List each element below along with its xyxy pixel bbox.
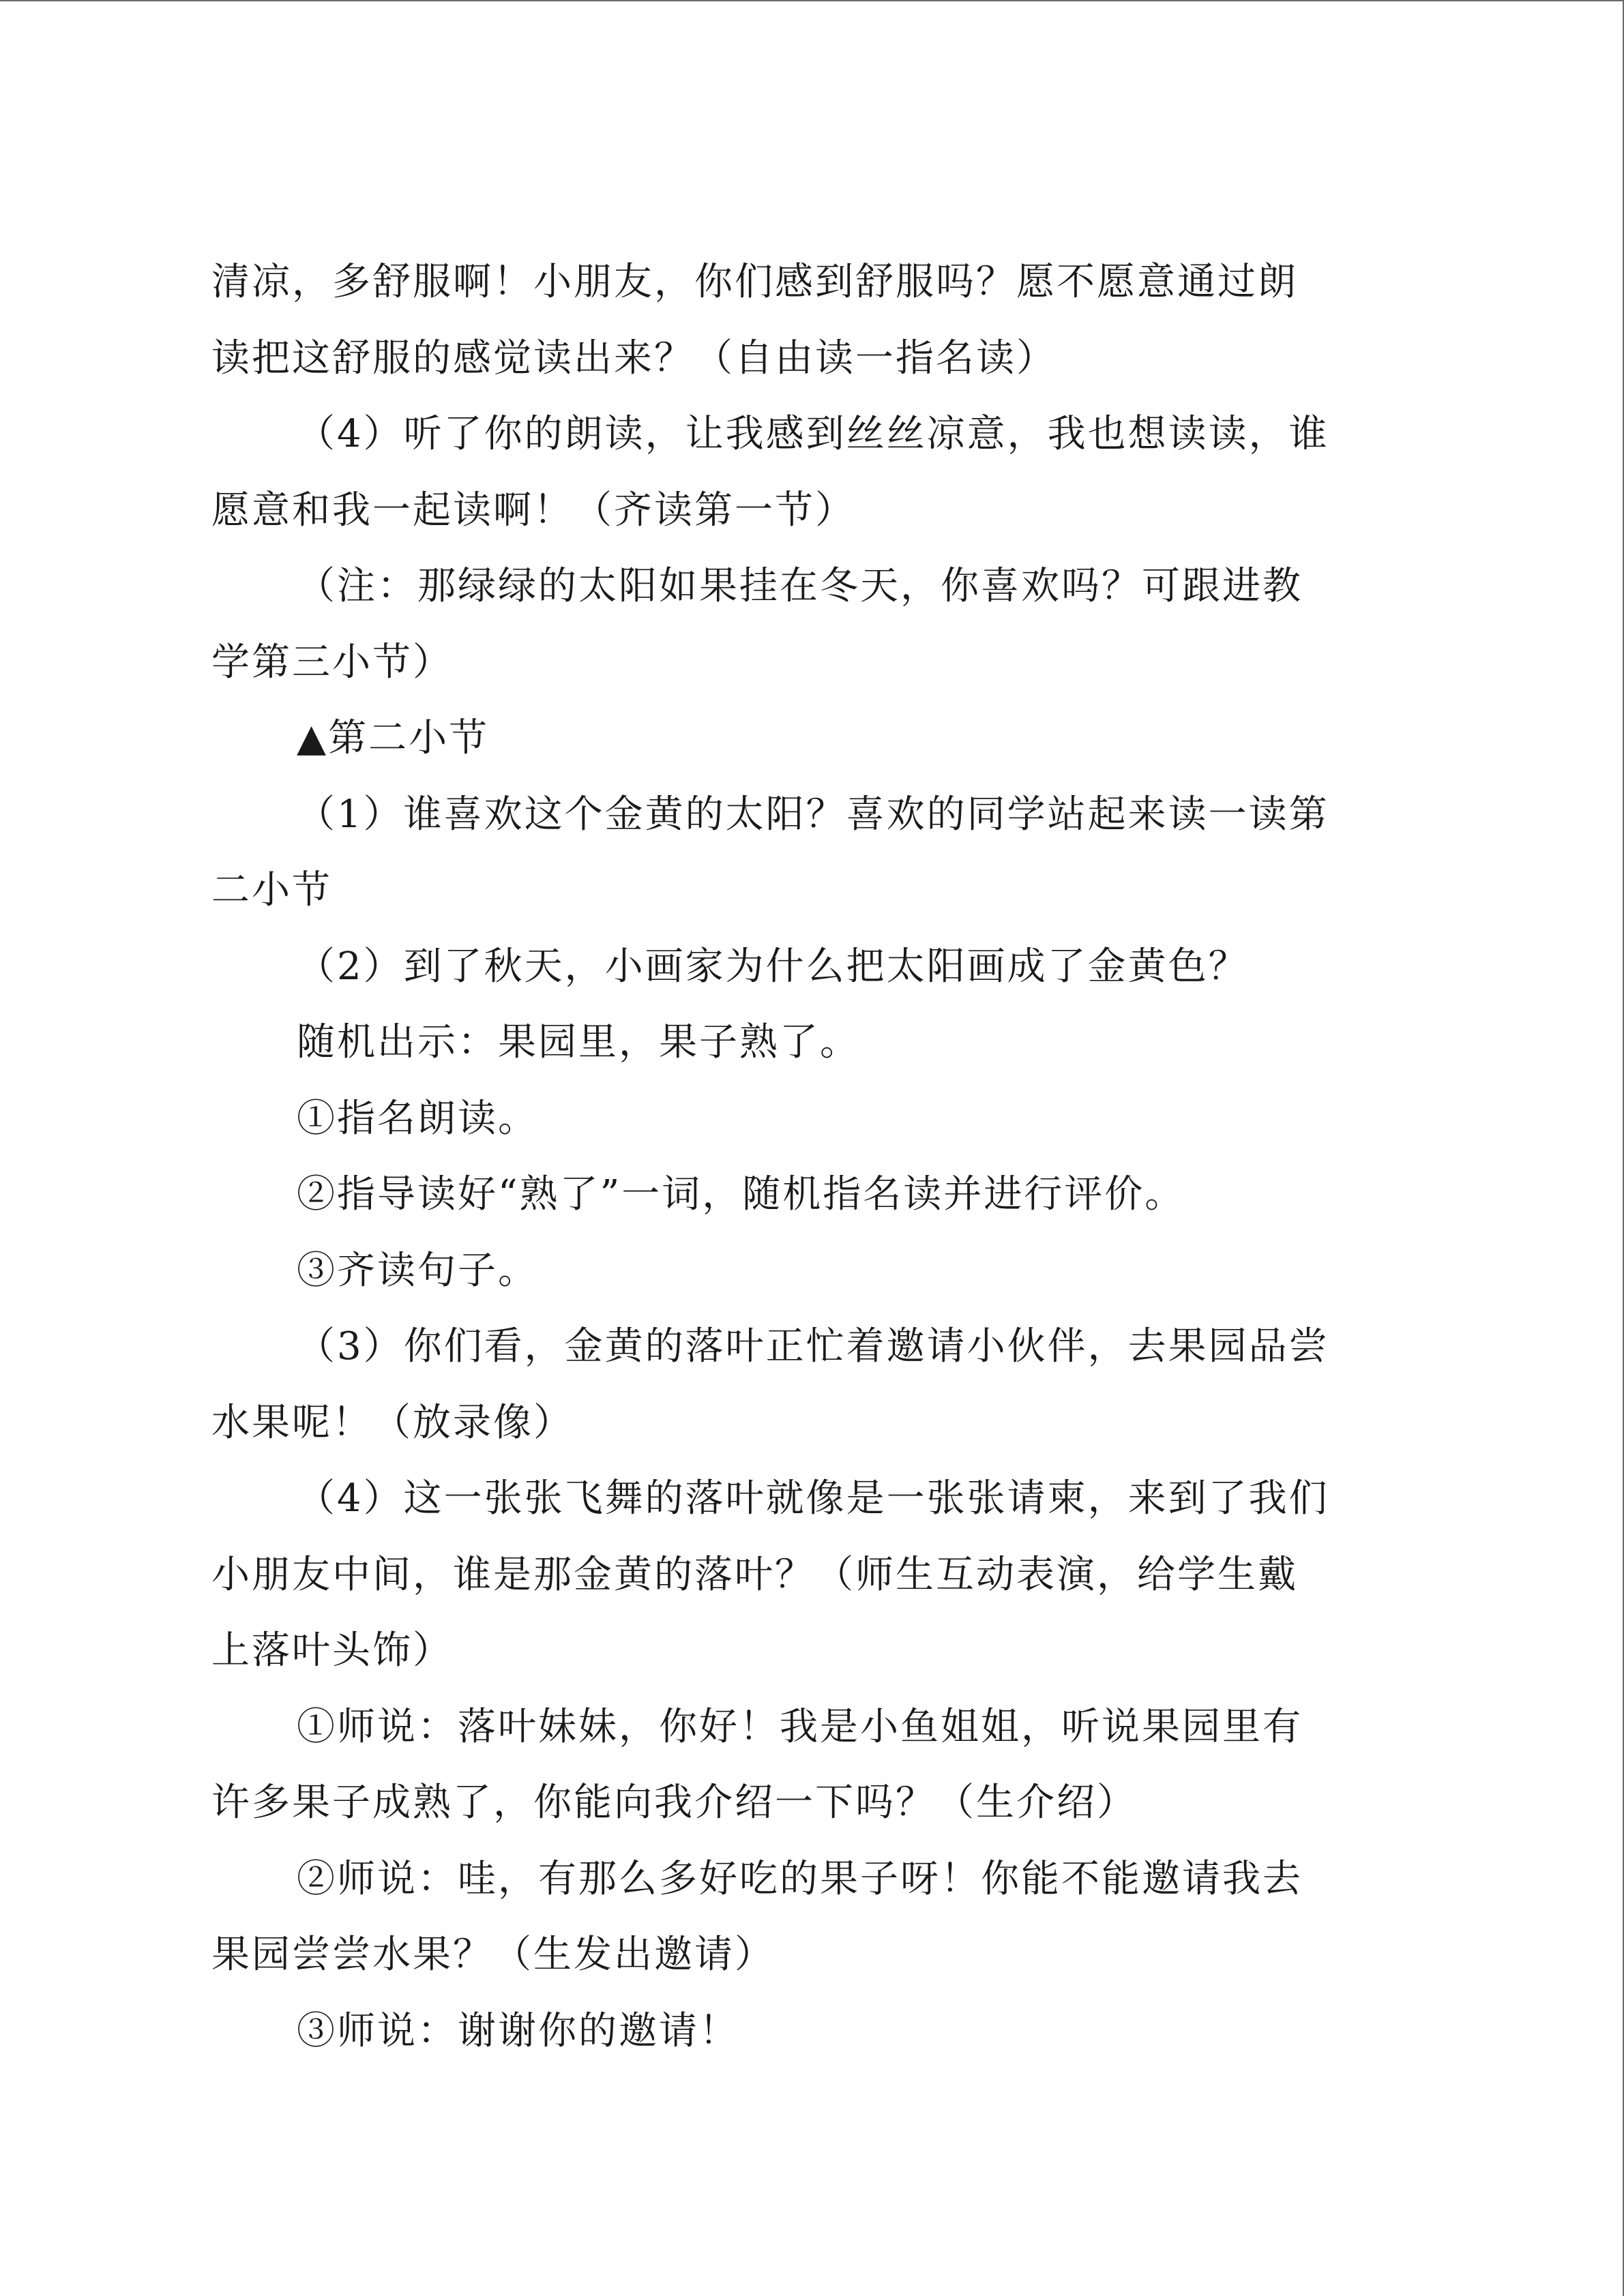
text-line: （4）这一张张飞舞的落叶就像是一张张请柬，来到了我们 [297, 1476, 1329, 1521]
text-line: 果园尝尝水果？（生发出邀请） [211, 1933, 775, 1977]
text-line: 学第三小节） [211, 640, 453, 685]
section-heading: ▲第二小节 [297, 716, 490, 760]
text-line: （3）你们看，金黄的落叶正忙着邀请小伙伴，去果园品尝 [297, 1324, 1329, 1369]
text-line: ②师说：哇，有那么多好吃的果子呀！你能不能邀请我去 [297, 1856, 1303, 1901]
text-line: 随机出示：果园里，果子熟了。 [297, 1020, 860, 1064]
text-line: （注：那绿绿的太阳如果挂在冬天，你喜欢吗？可跟进教 [297, 564, 1303, 608]
text-line: ③齐读句子。 [297, 1248, 538, 1293]
text-line: 二小节 [211, 868, 332, 912]
text-line: ①指名朗读。 [297, 1096, 538, 1141]
text-line: （4）听了你的朗读，让我感到丝丝凉意，我也想读读，谁 [297, 412, 1329, 456]
text-line: 上落叶头饰） [211, 1628, 453, 1673]
text-line: （2）到了秋天，小画家为什么把太阳画成了金黄色？ [297, 944, 1249, 989]
text-line: 小朋友中间，谁是那金黄的落叶？（师生互动表演，给学生戴 [211, 1552, 1298, 1597]
text-line: 许多果子成熟了，你能向我介绍一下吗？（生介绍） [211, 1780, 1137, 1825]
document-body [211, 244, 1412, 2069]
text-line: ③师说：谢谢你的邀请！ [297, 2008, 739, 2053]
text-line: 清凉，多舒服啊！小朋友，你们感到舒服吗？愿不愿意通过朗 [211, 260, 1298, 304]
text-line: ②指导读好“熟了”一词，随机指名读并进行评价。 [297, 1172, 1185, 1217]
text-line: 水果呢！（放录像） [211, 1400, 574, 1445]
text-line: ①师说：落叶妹妹，你好！我是小鱼姐姐，听说果园里有 [297, 1704, 1303, 1749]
text-line: 读把这舒服的感觉读出来？（自由读一指名读） [211, 336, 1057, 381]
text-line: （1）谁喜欢这个金黄的太阳？喜欢的同学站起来读一读第 [297, 792, 1329, 837]
text-line: 愿意和我一起读啊！（齐读第一节） [211, 488, 855, 533]
page-border-top [0, 0, 1624, 1]
